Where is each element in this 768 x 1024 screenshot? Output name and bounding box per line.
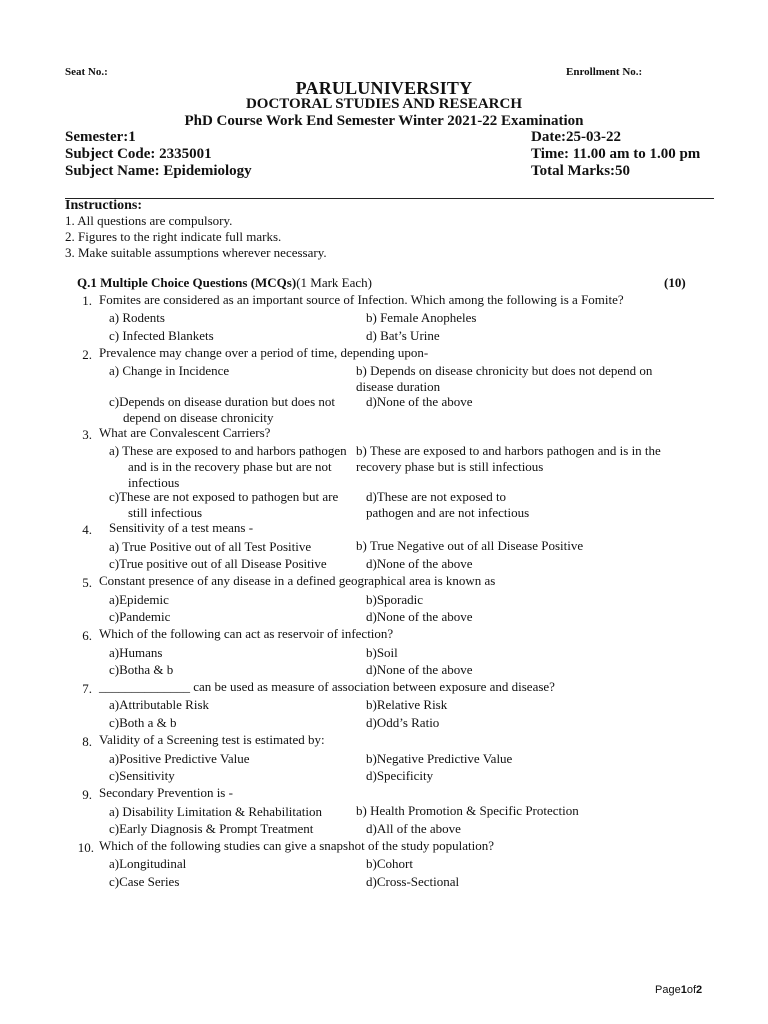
option-c: c)Early Diagnosis & Prompt Treatment <box>109 821 314 836</box>
option-b: b) True Negative out of all Disease Positive <box>356 538 584 553</box>
option-b: b)Sporadic <box>366 592 424 607</box>
question-number: 10. <box>77 840 94 855</box>
option-c: c)Case Series <box>109 874 180 889</box>
option-d: d)None of the above <box>366 394 473 409</box>
university-name: PARULUNIVERSITY <box>295 78 473 98</box>
page-total: 2 <box>696 984 703 996</box>
option-c <box>109 489 354 521</box>
option-d: d)None of the above <box>366 556 473 571</box>
option-c: c)Botha & b <box>109 662 174 677</box>
option-d: d)These are not exposed to pathogen and are not infectious <box>366 489 530 520</box>
question-number: 6. <box>82 628 92 643</box>
option-a <box>109 443 354 491</box>
option-d: d)All of the above <box>366 821 461 836</box>
question-text: Which of the following studies can give a snapshot of the study population? <box>99 838 494 853</box>
option-a: a)Attributable Risk <box>109 697 210 712</box>
option-a: a) Disability Limitation & Rehabilitation <box>109 804 323 819</box>
seat-number-label: Seat No.: <box>65 66 108 78</box>
exam-time: Time: 11.00 am to 1.00 pm <box>531 146 701 162</box>
enrollment-number-label: Enrollment No.: <box>566 66 643 78</box>
instruction-item: 1. All questions are compulsory. <box>65 213 233 228</box>
option-c-text: c)Depends on disease duration but does not depend on disease chronicity <box>109 394 336 425</box>
option-b: b)Relative Risk <box>366 697 448 712</box>
question-text: Secondary Prevention is - <box>99 785 233 800</box>
option-c: c) Infected Blankets <box>109 328 214 343</box>
question-number: 2. <box>82 347 92 362</box>
option-b: b)Soil <box>366 645 398 660</box>
exam-date: Date:25-03-22 <box>531 129 621 145</box>
option-d: d)Cross-Sectional <box>366 874 460 889</box>
question-number: 3. <box>82 427 92 442</box>
of-word: of <box>686 984 697 996</box>
total-marks: Total Marks:50 <box>531 163 631 179</box>
question-number: 8. <box>82 734 92 749</box>
option-c: c)True positive out of all Disease Positive <box>109 556 327 571</box>
question-text: Sensitivity of a test means - <box>109 520 254 535</box>
exam-title: PhD Course Work End Semester Winter 2021-22 Examination <box>184 113 584 129</box>
option-b: b) Depends on disease chronicity but does not depend on disease duration <box>356 363 653 394</box>
option-a: a)Positive Predictive Value <box>109 751 250 766</box>
option-a: a)Longitudinal <box>109 856 187 871</box>
option-c: c)Both a & b <box>109 715 177 730</box>
option-d: d)None of the above <box>366 609 473 624</box>
option-b: b)Negative Predictive Value <box>366 751 513 766</box>
question-number: 7. <box>82 681 92 696</box>
question-text: Which of the following can act as reservoir of infection? <box>99 626 394 641</box>
option-a: a) Change in Incidence <box>109 363 230 378</box>
option-b: b) Health Promotion & Specific Protection <box>356 803 579 818</box>
question-text: What are Convalescent Carriers? <box>99 425 271 440</box>
section-heading <box>77 275 372 291</box>
option-d: d)None of the above <box>366 662 473 677</box>
option-a-text: a) These are exposed to and harbors pathogen and is in the recovery phase but are not infectious <box>109 443 347 490</box>
option-c: c)Pandemic <box>109 609 171 624</box>
option-d: d) Bat’s Urine <box>366 328 440 343</box>
question-text: Validity of a Screening test is estimated by: <box>99 732 325 747</box>
option-a: a)Humans <box>109 645 163 660</box>
option-b: b)Cohort <box>366 856 413 871</box>
header-divider <box>65 198 714 199</box>
option-c-text: c)These are not exposed to pathogen but are still infectious <box>109 489 339 520</box>
section-heading-marks-note: (1 Mark Each) <box>296 275 372 290</box>
subject-name: Subject Name: Epidemiology <box>65 163 252 179</box>
instruction-item: 3. Make suitable assumptions wherever necessary. <box>65 245 327 260</box>
option-d: d)Odd’s Ratio <box>366 715 440 730</box>
question-text: Prevalence may change over a period of time, depending upon- <box>99 345 429 360</box>
section-marks: (10) <box>664 275 686 290</box>
option-c <box>109 394 361 426</box>
page-current: 1 <box>680 984 687 996</box>
semester: Semester:1 <box>65 129 136 145</box>
question-number: 4. <box>82 522 92 537</box>
question-number: 5. <box>82 575 92 590</box>
question-text: ______________ can be used as measure of association between exposure and disease? <box>99 679 555 694</box>
option-a: a)Epidemic <box>109 592 169 607</box>
option-a: a) True Positive out of all Test Positive <box>109 539 312 554</box>
option-c: c)Sensitivity <box>109 768 175 783</box>
instructions-heading: Instructions: <box>65 198 143 213</box>
question-text: Fomites are considered as an important source of Infection. Which among the following is a Fomite? <box>99 292 624 307</box>
option-b: b) These are exposed to and harbors pathogen and is in the recovery phase but is still infectious <box>356 443 661 474</box>
question-number: 1. <box>82 293 92 308</box>
section-heading-bold: Q.1 Multiple Choice Questions (MCQs) <box>77 275 297 290</box>
instruction-item: 2. Figures to the right indicate full marks. <box>65 229 282 244</box>
department-name: DOCTORAL STUDIES AND RESEARCH <box>245 96 523 112</box>
subject-code: Subject Code: 2335001 <box>65 146 212 162</box>
option-a: a) Rodents <box>109 310 165 325</box>
question-text: Constant presence of any disease in a defined geographical area is known as <box>99 573 496 588</box>
option-b: b) Female Anopheles <box>366 310 477 325</box>
page-number <box>655 984 702 996</box>
option-d: d)Specificity <box>366 768 434 783</box>
question-number: 9. <box>82 787 92 802</box>
page-word: Page <box>655 984 681 996</box>
